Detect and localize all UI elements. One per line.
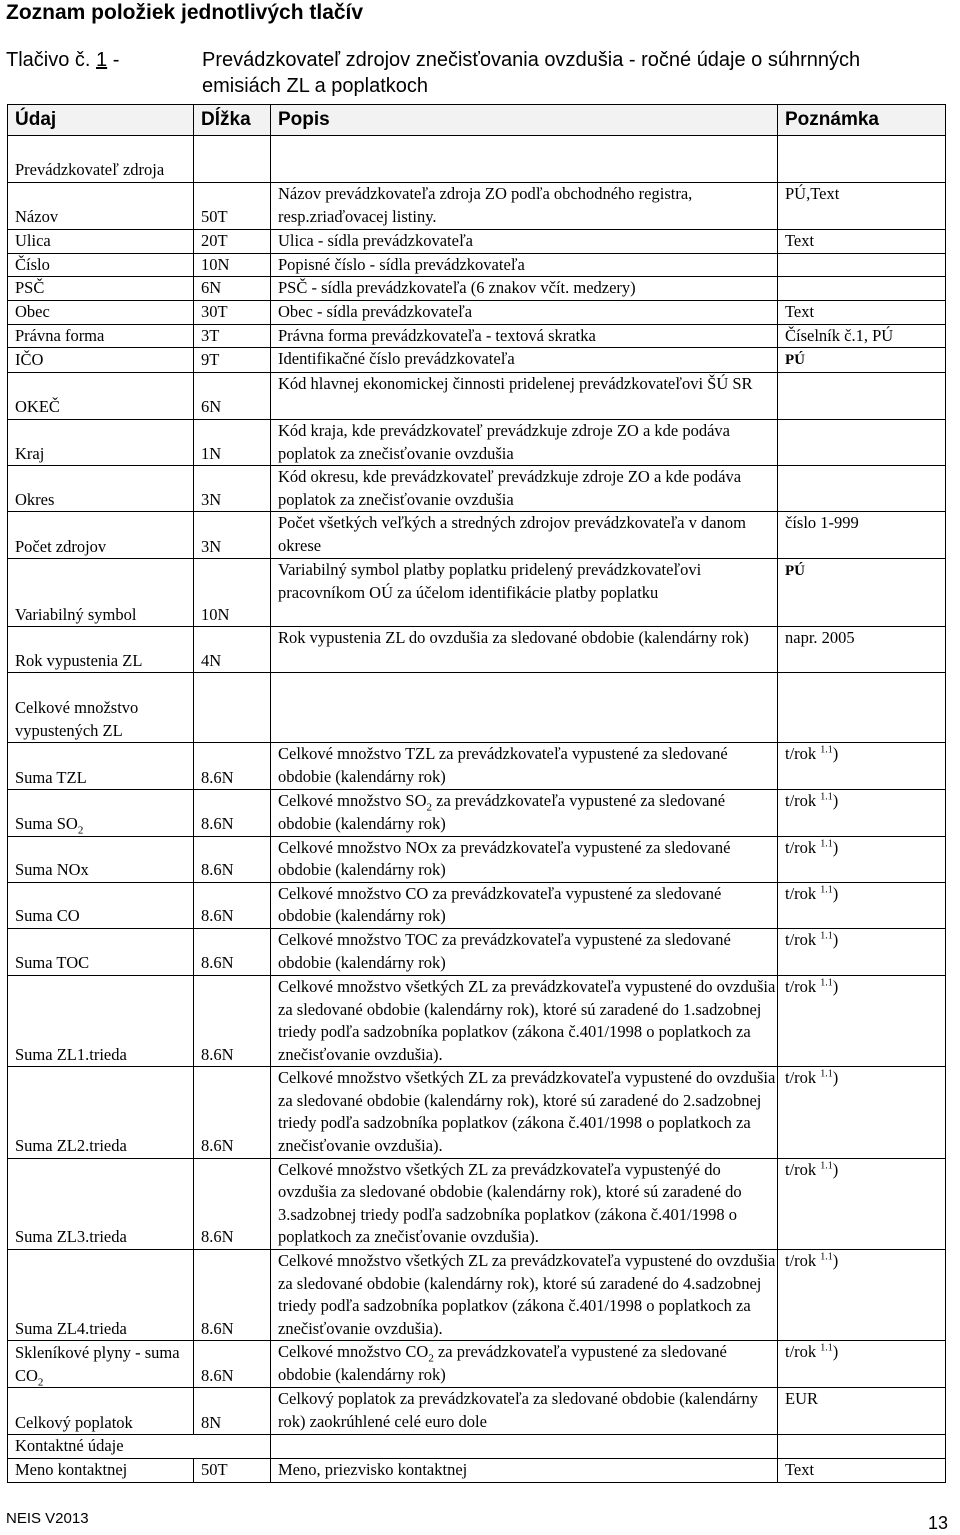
cell-dlzka-text: 30T [201,302,228,322]
cell-popis [271,372,778,419]
cell-poznamka [778,1158,946,1249]
cell-udaj [8,277,194,301]
cell-dlzka-text: 8.6N [201,1365,234,1385]
cell-poznamka-tail: ) [832,883,839,903]
cell-udaj [8,372,194,419]
cell-poznamka-text: t/rok [785,1342,817,1362]
cell-udaj-text: Kraj [15,443,45,463]
cell-udaj-text: Suma TOC [15,953,90,973]
cell-popis [271,466,778,512]
cell-poznamka [778,928,946,975]
cell-udaj-text: Okres [15,489,55,509]
cell-poznamka-text: t/rok [785,1159,817,1179]
cell-poznamka [778,1067,946,1158]
cell-udaj-text: Suma ZL1.trieda [15,1044,127,1064]
cell-dlzka-text: 8.6N [201,860,234,880]
cell-dlzka [194,743,271,790]
cell-poznamka-tail: ) [832,837,839,857]
cell-popis-text: Celkový poplatok za prevádzkovateľa za sledované obdobie (kalendárny rok) zaokrúhlené celé euro dole [278,1389,758,1431]
cell-popis [271,300,778,324]
cell-dlzka-text: 4N [201,650,222,670]
cell-dlzka-text: 3N [201,536,222,556]
cell-popis-text: Celkové množstvo NOx za prevádzkovateľa vypustené za sledované obdobie (kalendárny rok) [278,837,731,880]
cell-poznamka-text: t/rok [785,1251,817,1271]
cell-dlzka [194,1388,271,1435]
cell-popis-text: Kód okresu, kde prevádzkovateľ prevádzkuje zdroje ZO a kde podáva poplatok za znečisťovanie ovzdušia [278,467,742,509]
cell-dlzka [194,1250,271,1341]
cell-poznamka [778,1388,946,1435]
cell-popis [271,1388,778,1435]
cell-udaj-text: Prevádzkovateľ zdroja [15,160,165,180]
cell-poznamka [778,466,946,512]
cell-popis-text: Celkové množstvo SO [278,791,427,811]
cell-dlzka-text: 1N [201,443,222,463]
cell-udaj [8,1459,194,1483]
table-row [8,136,946,183]
cell-poznamka-text: t/rok [785,1068,817,1088]
cell-dlzka-text: 8.6N [201,813,234,833]
cell-poznamka-text: t/rok [785,883,817,903]
cell-dlzka-text: 50T [201,1460,228,1479]
cell-udaj-text: Suma ZL3.trieda [15,1227,127,1247]
table-row [8,1158,946,1249]
cell-poznamka [778,300,946,324]
cell-popis-text: Názov prevádzkovateľa zdroja ZO podľa obchodného registra, resp.zriaďovacej listiny. [278,184,693,226]
cell-dlzka-text: 8.6N [201,1227,234,1247]
cell-popis-tail: za prevádzkovateľa vypustené za sledované obdobie (kalendárny rok) [278,1342,727,1384]
cell-dlzka-text: 10N [201,604,230,624]
cell-poznamka-text: t/rok [785,791,817,811]
cell-poznamka [778,882,946,928]
cell-udaj-text: Celkový poplatok [15,1412,133,1432]
cell-udaj [8,1067,194,1158]
table-row [8,1341,946,1388]
table-header-row [8,105,946,136]
page-title: Zoznam položiek jednotlivých tlačív [6,1,364,24]
cell-udaj-text: Ulica [15,231,51,250]
cell-dlzka-text: 6N [201,397,222,417]
cell-dlzka-text: 20T [201,231,228,250]
cell-popis [271,419,778,465]
cell-popis-text: Celkové množstvo TZL za prevádzkovateľa vypustené za sledované obdobie (kalendárny rok) [278,744,728,786]
cell-popis [271,277,778,301]
cell-poznamka-superscript: 1.1 [820,744,833,756]
cell-popis [271,230,778,254]
cell-dlzka-text: 8N [201,1412,222,1432]
cell-poznamka [778,348,946,373]
table-row [8,1388,946,1435]
cell-dlzka [194,277,271,301]
cell-popis-text: Kód kraja, kde prevádzkovateľ prevádzkuje zdroje ZO a kde podáva poplatok za znečisťovanie ovzdušia [278,420,731,463]
cell-popis [271,512,778,559]
cell-poznamka-text: napr. 2005 [785,628,855,648]
cell-udaj [8,673,194,743]
cell-poznamka [778,673,946,743]
table-row [8,324,946,348]
cell-popis [271,348,778,373]
table-row [8,1250,946,1341]
cell-poznamka-superscript: 1.1 [820,838,833,850]
cell-popis-text: Celkové množstvo všetkých ZL za prevádzkovateľa vypustené do ovzdušia za sledované obdobie (kalendárny rok), ktoré sú zaradené do 2.sadzobnej triedy podľa sadzobníka poplatkov (zákona č.401/1998 o poplatkoch za znečisťovanie ovzdušia). [278,1068,776,1156]
cell-dlzka [194,136,271,183]
cell-popis-text: Rok vypustenia ZL do ovzdušia za sledované obdobie (kalendárny rok) [278,628,749,648]
table-row [8,1435,946,1459]
cell-dlzka-text: 8.6N [201,1044,234,1064]
cell-popis-text: PSČ - sídla prevádzkovateľa (6 znakov včít. medzery) [278,278,636,298]
cell-popis-text: Kód hlavnej ekonomickej činnosti pridelenej prevádzkovateľovi ŠÚ SR [278,373,753,393]
cell-poznamka-tail: ) [832,1068,839,1088]
cell-udaj-text: PSČ [15,278,45,298]
cell-poznamka [778,743,946,790]
cell-popis [271,253,778,277]
cell-poznamka-superscript: 1.1 [820,1068,833,1080]
cell-udaj [8,183,194,230]
cell-udaj-subscript: 2 [37,1376,44,1388]
cell-udaj [8,1341,194,1388]
cell-poznamka-tail: ) [832,976,839,996]
cell-dlzka [194,559,271,627]
table-row [8,419,946,465]
form-label-text: Tlačivo č. [6,49,91,71]
cell-udaj [8,1250,194,1341]
cell-popis-tail: za prevádzkovateľa vypustené za sledované obdobie (kalendárny rok) [278,791,726,833]
cell-popis-text: Variabilný symbol platby poplatku pridelený prevádzkovateľovi pracovníkom OÚ za účelom identifikácie platby poplatku [278,560,702,602]
header-udaj: Údaj [8,105,194,136]
table-row [8,928,946,975]
cell-popis-text: Právna forma prevádzkovateľa - textová skratka [278,325,596,345]
cell-dlzka [194,1158,271,1249]
cell-popis-text: Celkové množstvo všetkých ZL za prevádzkovateľa vypustené do ovzdušia za sledované obdobie (kalendárny rok), ktoré sú zaradené do 1.sadzobnej triedy podľa sadzobníka poplatkov (zákona č.401/1998 o poplatkoch za znečisťovanie ovzdušia). [278,976,776,1064]
cell-dlzka [194,790,271,836]
page-number: 13 [927,1513,948,1533]
cell-poznamka [778,559,946,627]
cell-poznamka [778,1459,946,1483]
cell-dlzka [194,928,271,975]
table-row [8,348,946,373]
cell-udaj [8,419,194,465]
cell-udaj [8,466,194,512]
cell-dlzka [194,372,271,419]
cell-poznamka [778,230,946,254]
cell-udaj [8,512,194,559]
cell-dlzka [194,882,271,928]
cell-popis [271,1250,778,1341]
cell-poznamka [778,253,946,277]
cell-popis [271,882,778,928]
cell-popis-text: Celkové množstvo CO [278,1342,429,1362]
cell-popis [271,975,778,1066]
cell-popis [271,673,778,743]
cell-poznamka-text: Text [785,231,815,250]
cell-udaj-text: Variabilný symbol [15,604,137,624]
cell-popis [271,136,778,183]
cell-udaj [8,253,194,277]
cell-dlzka-text: 10N [201,254,230,274]
cell-udaj [8,1158,194,1249]
cell-dlzka-text: 9T [201,350,220,370]
cell-popis [271,559,778,627]
cell-poznamka [778,136,946,183]
table-row [8,230,946,254]
cell-udaj [8,1388,194,1435]
cell-popis-text: Celkové množstvo všetkých ZL za prevádzkovateľa vypustenýé do ovzdušia za sledované obdobie (kalendárny rok), ktoré sú zaradené do 3.sadzobnej triedy podľa sadzobníka poplatkov (zákona č.401/1998 o poplatkoch za znečisťovanie ovzdušia). [278,1159,742,1247]
cell-popis-text: Celkové množstvo CO za prevádzkovateľa vypustené za sledované obdobie (kalendárny rok) [278,883,722,926]
table-row [8,183,946,230]
cell-dlzka [194,673,271,743]
cell-poznamka [778,324,946,348]
table-row [8,743,946,790]
table-row [8,1459,946,1483]
cell-poznamka [778,1435,946,1459]
cell-udaj-text: Počet zdrojov [15,536,107,556]
cell-poznamka-tail: ) [832,1342,839,1362]
cell-dlzka [194,419,271,465]
cell-udaj [8,882,194,928]
cell-poznamka-text: Text [785,301,815,321]
cell-popis-text: Počet všetkých veľkých a stredných zdrojov prevádzkovateľa v danom okrese [278,513,746,555]
form-label [6,47,119,73]
cell-poznamka-tail: ) [832,791,839,811]
cell-popis [271,1067,778,1158]
cell-udaj [8,790,194,836]
cell-poznamka-text: EUR [785,1389,818,1409]
cell-udaj [8,136,194,183]
cell-poznamka [778,277,946,301]
cell-udaj-subscript: 2 [77,824,84,837]
cell-poznamka [778,790,946,836]
cell-poznamka-text: Text [785,1460,815,1479]
cell-popis [271,324,778,348]
cell-popis [271,1435,778,1459]
cell-dlzka [194,324,271,348]
cell-popis-subscript: 2 [426,801,432,814]
cell-popis-text: Popisné číslo - sídla prevádzkovateľa [278,254,525,274]
cell-udaj-text: Názov [15,207,59,227]
cell-poznamka [778,372,946,419]
table-row [8,790,946,836]
cell-dlzka [194,1067,271,1158]
cell-udaj [8,348,194,373]
cell-poznamka [778,419,946,465]
cell-poznamka [778,512,946,559]
cell-poznamka-text: t/rok [785,837,817,857]
footer-version: NEIS V2013 [6,1510,89,1527]
cell-poznamka [778,183,946,230]
cell-dlzka-text: 8.6N [201,1136,234,1156]
cell-popis [271,183,778,230]
cell-popis [271,743,778,790]
cell-poznamka-superscript: 1.1 [820,977,833,989]
table-row [8,627,946,673]
cell-popis [271,627,778,673]
table-row [8,277,946,301]
form-heading [6,47,946,101]
cell-poznamka-text: číslo 1-999 [785,513,859,533]
cell-udaj-text: IČO [15,350,44,370]
cell-dlzka-text: 50T [201,207,228,227]
header-popis: Popis [271,105,778,136]
cell-poznamka [778,1250,946,1341]
cell-poznamka-text: PÚ [785,563,805,580]
table-row [8,512,946,559]
cell-dlzka-text: 8.6N [201,953,234,973]
cell-poznamka-superscript: 1.1 [820,1160,833,1172]
cell-dlzka-text: 3N [201,489,222,509]
cell-udaj [8,324,194,348]
cell-dlzka [194,348,271,373]
cell-poznamka-superscript: 1.1 [820,930,833,942]
header-poznamka: Poznámka [778,105,946,136]
cell-udaj-text: Kontaktné údaje [15,1436,124,1456]
cell-poznamka-tail: ) [832,1159,839,1179]
table-row [8,975,946,1066]
cell-poznamka-tail: ) [832,744,839,764]
cell-popis-text: Celkové množstvo všetkých ZL za prevádzkovateľa vypustené do ovzdušia za sledované obdobie (kalendárny rok), ktoré sú zaradené do 4.sadzobnej triedy podľa sadzobníka poplatkov (zákona č.401/1998 o poplatkoch za znečisťovanie ovzdušia). [278,1251,776,1338]
cell-udaj [8,1435,271,1459]
cell-poznamka-text: t/rok [785,744,817,764]
cell-udaj [8,559,194,627]
cell-udaj [8,836,194,882]
cell-udaj [8,230,194,254]
cell-dlzka [194,183,271,230]
cell-udaj-text: Suma CO [15,906,80,926]
cell-poznamka-text: Číselník č.1, PÚ [785,325,894,345]
cell-udaj-text: Skleníkové plyny - suma CO [15,1343,180,1385]
cell-udaj-text: Meno kontaktnej [15,1460,128,1479]
cell-popis [271,836,778,882]
cell-dlzka-text: 8.6N [201,906,234,926]
cell-dlzka [194,1459,271,1483]
cell-poznamka-text: t/rok [785,929,817,949]
cell-udaj-text: Suma TZL [15,767,87,787]
cell-dlzka [194,512,271,559]
cell-udaj-text: Právna forma [15,325,105,345]
cell-poznamka [778,627,946,673]
cell-popis [271,1158,778,1249]
cell-popis [271,790,778,836]
cell-popis-text: Celkové množstvo TOC za prevádzkovateľa vypustené za sledované obdobie (kalendárny rok) [278,929,731,972]
cell-popis [271,928,778,975]
table-row [8,882,946,928]
items-table [7,104,946,1483]
cell-popis-text: Identifikačné číslo prevádzkovateľa [278,349,515,369]
header-dlzka: Dĺžka [194,105,271,136]
cell-udaj-text: Celkové množstvo vypustených ZL [15,698,139,740]
cell-popis [271,1459,778,1483]
cell-poznamka-superscript: 1.1 [820,884,833,896]
cell-poznamka [778,975,946,1066]
cell-poznamka-superscript: 1.1 [820,1251,833,1263]
cell-udaj [8,627,194,673]
cell-dlzka [194,975,271,1066]
cell-poznamka-tail: ) [832,1251,839,1271]
cell-dlzka [194,836,271,882]
cell-udaj-text: Suma ZL4.trieda [15,1318,127,1338]
cell-dlzka [194,253,271,277]
form-dash: - [112,49,120,71]
form-description: Prevádzkovateľ zdrojov znečisťovania ovzdušia - ročné údaje o súhrnných emisiách ZL a poplatkoch [202,49,861,97]
form-number-link[interactable]: 1 [96,49,108,71]
table-row [8,300,946,324]
cell-popis-text: Ulica - sídla prevádzkovateľa [278,231,473,250]
cell-dlzka [194,300,271,324]
cell-udaj-text: Obec [15,302,50,322]
cell-poznamka-superscript: 1.1 [820,1342,833,1354]
table-row [8,673,946,743]
cell-udaj [8,300,194,324]
cell-dlzka [194,230,271,254]
cell-udaj-text: Suma ZL2.trieda [15,1136,127,1156]
cell-poznamka-text: PÚ,Text [785,184,840,203]
cell-dlzka-text: 8.6N [201,1318,234,1338]
cell-popis-subscript: 2 [428,1352,434,1365]
cell-udaj-text: Číslo [15,254,50,274]
cell-popis-text: Meno, priezvisko kontaktnej [278,1460,468,1479]
cell-udaj-text: Suma NOx [15,860,89,880]
cell-poznamka-superscript: 1.1 [820,791,833,803]
cell-poznamka-text: PÚ [785,352,805,369]
cell-popis-text: Obec - sídla prevádzkovateľa [278,301,473,321]
cell-dlzka [194,466,271,512]
cell-udaj-text: Rok vypustenia ZL [15,650,143,670]
cell-udaj-text: Suma SO [15,813,78,833]
cell-dlzka-text: 8.6N [201,767,234,787]
cell-poznamka-tail: ) [832,929,839,949]
table-row [8,372,946,419]
table-row [8,253,946,277]
cell-poznamka [778,1341,946,1388]
table-row [8,466,946,512]
cell-udaj-text: OKEČ [15,397,60,417]
cell-dlzka [194,1341,271,1388]
cell-udaj [8,928,194,975]
cell-popis [271,1341,778,1388]
cell-poznamka-text: t/rok [785,976,817,996]
table-row [8,1067,946,1158]
cell-dlzka-text: 6N [201,278,222,298]
table-row [8,559,946,627]
cell-udaj [8,743,194,790]
cell-udaj [8,975,194,1066]
table-row [8,836,946,882]
cell-dlzka [194,627,271,673]
cell-dlzka-text: 3T [201,325,220,345]
cell-poznamka [778,836,946,882]
